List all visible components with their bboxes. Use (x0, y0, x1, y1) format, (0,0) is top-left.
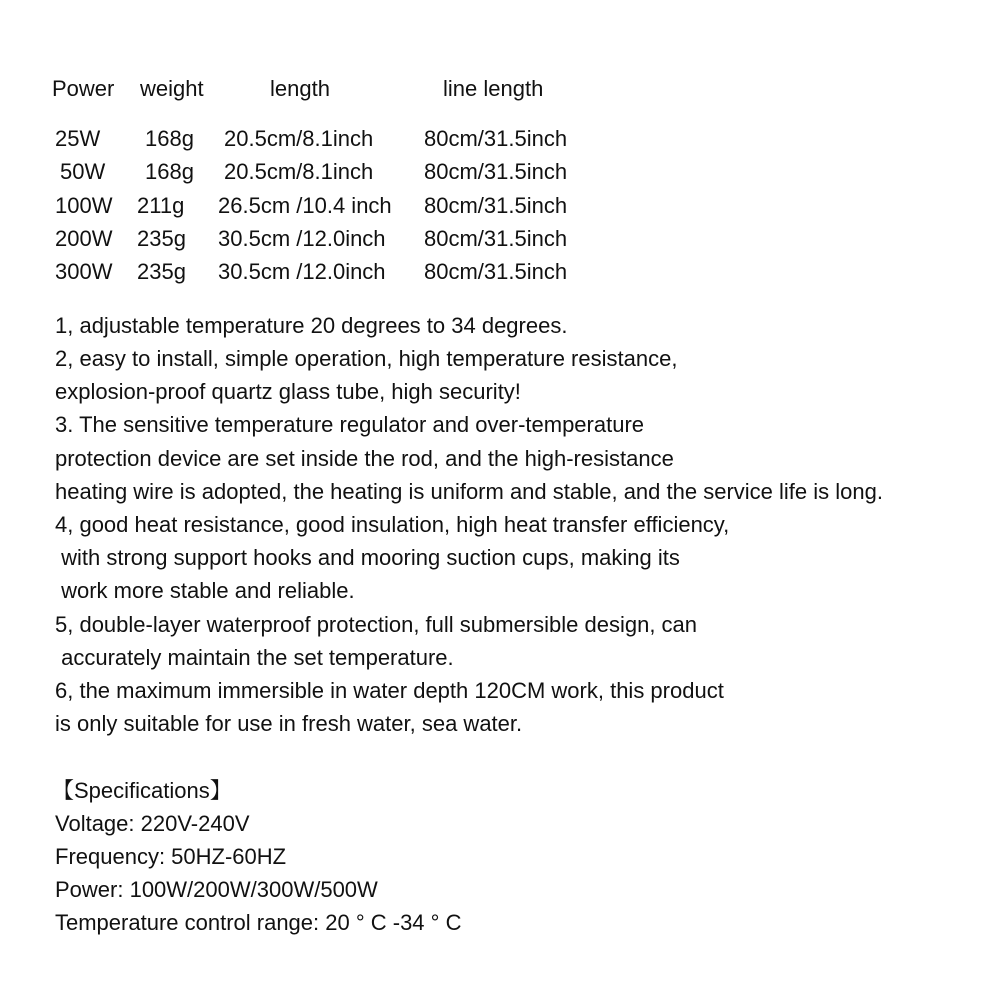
feature-line: is only suitable for use in fresh water, sea water. (55, 711, 523, 736)
feature-line: 1, adjustable temperature 20 degrees to 34 degrees. (55, 313, 568, 338)
cell-weight: 168g (145, 126, 194, 151)
cell-power: 300W (55, 259, 113, 284)
feature-line: heating wire is adopted, the heating is uniform and stable, and the service life is long. (55, 479, 883, 504)
spec-temperature-range: Temperature control range: 20 ° C -34 ° C (55, 910, 462, 935)
header-length: length (270, 76, 330, 101)
cell-length: 20.5cm/8.1inch (224, 126, 374, 151)
feature-line: explosion-proof quartz glass tube, high security! (55, 379, 521, 404)
cell-power: 200W (55, 226, 113, 251)
header-power: Power (52, 76, 115, 101)
cell-weight: 235g (137, 259, 186, 284)
cell-length: 30.5cm /12.0inch (218, 259, 386, 284)
feature-line: with strong support hooks and mooring suction cups, making its (55, 545, 680, 570)
cell-line-length: 80cm/31.5inch (424, 226, 568, 251)
feature-line: 6, the maximum immersible in water depth 120CM work, this product (55, 678, 724, 703)
cell-power: 25W (55, 126, 101, 151)
feature-line: 3. The sensitive temperature regulator and over-temperature (55, 412, 645, 437)
spec-power: Power: 100W/200W/300W/500W (55, 877, 378, 902)
cell-power: 100W (55, 193, 113, 218)
feature-line: 5, double-layer waterproof protection, full submersible design, can (55, 612, 698, 637)
feature-line: protection device are set inside the rod, and the high-resistance (55, 446, 674, 471)
cell-line-length: 80cm/31.5inch (424, 259, 568, 284)
header-line-length: line length (443, 76, 544, 101)
feature-line: 4, good heat resistance, good insulation, high heat transfer efficiency, (55, 512, 730, 537)
header-weight: weight (140, 76, 204, 101)
feature-line: 2, easy to install, simple operation, high temperature resistance, (55, 346, 678, 371)
feature-line: accurately maintain the set temperature. (55, 645, 454, 670)
cell-length: 26.5cm /10.4 inch (218, 193, 392, 218)
spec-voltage: Voltage: 220V-240V (55, 811, 250, 836)
cell-length: 30.5cm /12.0inch (218, 226, 386, 251)
feature-line: work more stable and reliable. (55, 578, 355, 603)
cell-line-length: 80cm/31.5inch (424, 159, 568, 184)
cell-length: 20.5cm/8.1inch (224, 159, 374, 184)
cell-power: 50W (60, 159, 106, 184)
specifications-heading: 【Specifications】 (52, 778, 232, 803)
spec-frequency: Frequency: 50HZ-60HZ (55, 844, 287, 869)
cell-line-length: 80cm/31.5inch (424, 126, 568, 151)
cell-weight: 168g (145, 159, 194, 184)
cell-weight: 235g (137, 226, 186, 251)
cell-line-length: 80cm/31.5inch (424, 193, 568, 218)
cell-weight: 211g (137, 193, 185, 218)
